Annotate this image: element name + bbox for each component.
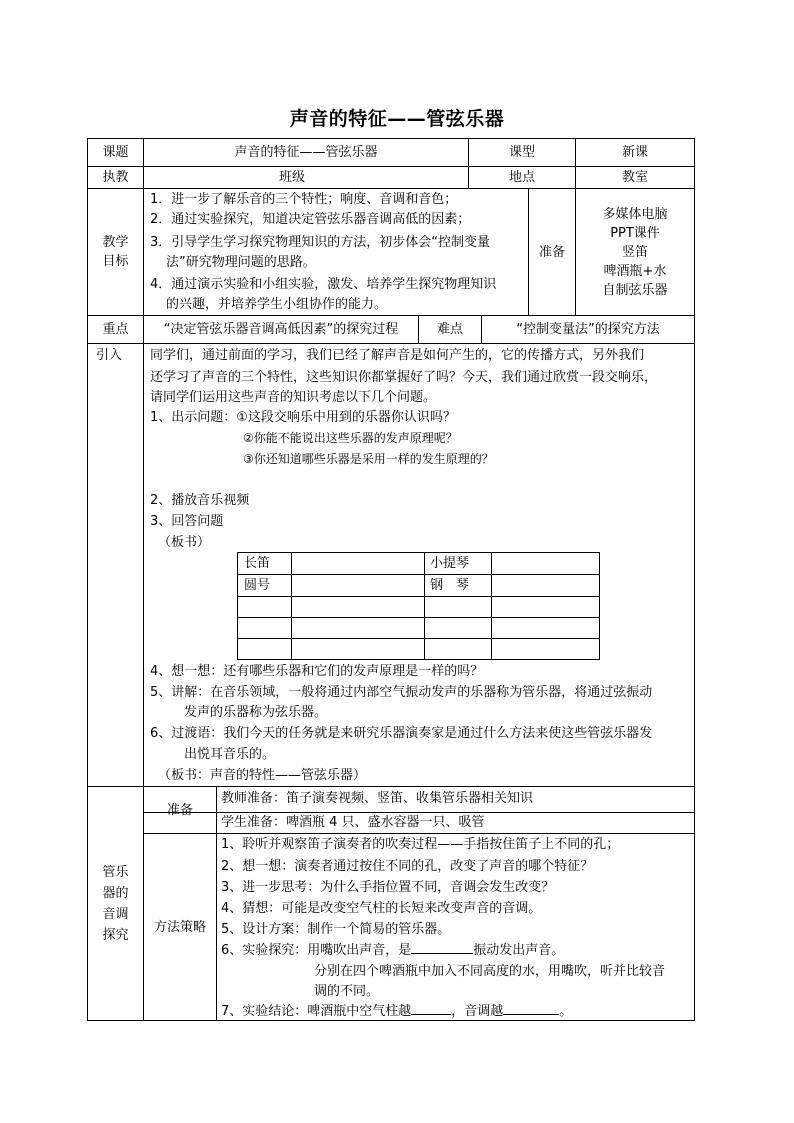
prep-item: 啤酒瓶+水 [603, 263, 667, 279]
goal-line: 4．通过演示实验和小组实验，激发、培养学生探究物理知识 [150, 277, 497, 292]
goals-label [88, 189, 143, 315]
board-cell: 小提琴 [430, 556, 470, 571]
intro-line: 5、讲解：在音乐领域，一般将通过内部空气振动发声的乐器称为管乐器，将通过弦振动 [150, 685, 653, 700]
page-title: 声音的特征——管弦乐器 [289, 108, 505, 130]
goals-label-line-1: 教学 [102, 235, 129, 250]
step-line [221, 941, 564, 960]
answer-blank [411, 1002, 451, 1015]
intro-line: 还学习了声音的三个特性，这些知识你都掌握好了吗？今天，我们通过欣赏一段交响乐， [150, 370, 658, 385]
key-value: “决定管弦乐器音调高低因素”的探究过程 [163, 322, 399, 337]
step-line: 1、聆听并观察笛子演奏者的吹奏过程——手指按住笛子上不同的孔； [221, 837, 620, 852]
step-line: 调的不同。 [314, 984, 380, 999]
goal-line: 3．引导学生学习探究物理知识的方法，初步体会“控制变量 [150, 235, 491, 250]
intro-line: 1、出示问题：①这段交响乐中用到的乐器你认识吗？ [150, 410, 456, 425]
answer-blank [411, 941, 473, 954]
goal-line: 1．进一步了解乐音的三个特性；响度、音调和音色； [150, 192, 458, 207]
intro-line: 2、播放音乐视频 [150, 493, 250, 508]
inquiry-label-line: 器的 [102, 885, 129, 901]
intro-line: （板书：声音的特性——管弦乐器） [158, 768, 367, 783]
goal-line: 法”研究物理问题的思路。 [166, 255, 316, 270]
goal-line: 2．通过实验探究，知道决定管弦乐器音调高低的因素； [150, 212, 471, 227]
step-line: 2、想一想：演奏者通过按住不同的孔，改变了声音的哪个特征？ [221, 859, 594, 874]
step-line: 3、进一步思考：为什么手指位置不同，音调会发生改变？ [221, 880, 555, 895]
inquiry-prep-label: 准备 [166, 802, 193, 818]
step-line: 分别在四个啤酒瓶中加入不同高度的水，用嘴吹，听并比较音 [314, 964, 666, 979]
place-label: 地点 [508, 170, 535, 185]
intro-line: （板书） [158, 535, 211, 550]
step-text: 。 [559, 1004, 573, 1019]
board-cell: 圆号 [244, 578, 271, 593]
step-text: 振动发出声音。 [473, 943, 565, 958]
type-value: 新课 [621, 145, 648, 160]
class-label: 班级 [278, 170, 305, 185]
step-text: ，音调越 [451, 1004, 504, 1019]
goal-line: 的兴趣，并培养学生小组协作的能力。 [166, 297, 388, 312]
intro-line: 请同学们运用这些声音的知识考虑以下几个问题。 [150, 390, 437, 405]
difficulty-value: “控制变量法”的探究方法 [516, 322, 660, 337]
step-line: 5、设计方案：制作一个简易的管乐器。 [221, 922, 451, 937]
teacher-label: 执教 [102, 170, 129, 185]
method-label: 方法策略 [153, 919, 206, 935]
inquiry-label [88, 787, 143, 1020]
inquiry-label-line: 探究 [102, 927, 129, 943]
prep-item: 竖笛 [621, 244, 648, 260]
topic-label: 课题 [102, 145, 129, 160]
intro-line: 6、过渡语：我们今天的任务就是来研究乐器演奏家是通过什么方法来使这些管弦乐器发 [150, 726, 653, 741]
teacher-prep: 教师准备：笛子演奏视频、竖笛、收集管乐器相关知识 [221, 791, 534, 806]
step-line: 4、猜想：可能是改变空气柱的长短来改变声音的音调。 [221, 901, 542, 916]
intro-line: ③你还知道哪些乐器是采用一样的发生原理的？ [243, 452, 494, 466]
prep-label: 准备 [538, 244, 565, 260]
step-line [221, 1002, 572, 1021]
inquiry-label-line: 音调 [102, 906, 129, 922]
board-cell: 钢 琴 [430, 578, 470, 593]
student-prep: 学生准备：啤酒瓶 4 只、盛水容器一只、吸管 [221, 815, 485, 830]
intro-line: 4、想一想：还有哪些乐器和它们的发声原理是一样的吗？ [150, 664, 484, 679]
prep-list [576, 189, 694, 315]
intro-line: 同学们，通过前面的学习，我们已经了解声音是如何产生的，它的传播方式，另外我们 [150, 348, 645, 363]
intro-line: ②你能不能说出这些乐器的发声原理呢？ [243, 431, 458, 445]
prep-item: 自制弦乐器 [602, 282, 668, 298]
intro-line: 3、回答问题 [150, 514, 224, 529]
intro-label: 引入 [96, 348, 123, 363]
place-value: 教室 [621, 170, 648, 185]
step-text: 7、实验结论：啤酒瓶中空气柱越 [221, 1004, 412, 1019]
board-cell: 长笛 [244, 556, 271, 571]
prep-item: PPT课件 [610, 225, 660, 241]
prep-item: 多媒体电脑 [602, 206, 668, 222]
intro-line: 出悦耳音乐的。 [184, 747, 276, 762]
difficulty-label: 难点 [436, 322, 463, 337]
goals-label-line-2: 目标 [102, 254, 129, 269]
type-label: 课型 [508, 145, 535, 160]
answer-blank [503, 1002, 559, 1015]
step-text: 6、实验探究：用嘴吹出声音，是 [221, 943, 412, 958]
topic-value: 声音的特征——管弦乐器 [234, 145, 378, 160]
inquiry-label-line: 管乐 [102, 864, 129, 880]
key-label: 重点 [102, 322, 129, 337]
intro-line: 发声的乐器称为弦乐器。 [184, 705, 328, 720]
